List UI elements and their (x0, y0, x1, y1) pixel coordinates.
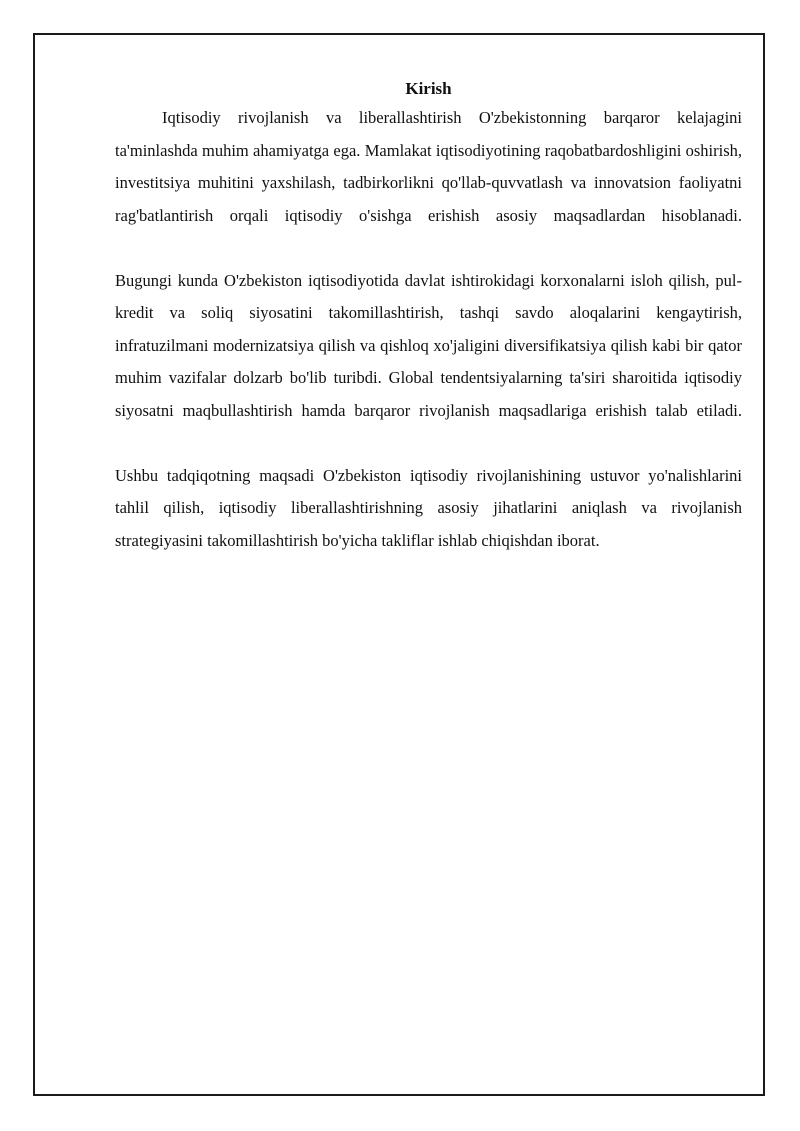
paragraph-3: Ushbu tadqiqotning maqsadi O'zbekiston iqtisodiy rivojlanishining ustuvor yo'nalishlarini tahlil qilish, iqtisodiy liberallashtirishning asosiy jihatlarini aniqlash va rivojlanish strategiyasini takomillashtirish bo'yicha takliflar ishlab chiqishdan iborat. (115, 465, 742, 550)
paragraph-2: Bugungi kunda O'zbekiston iqtisodiyotida davlat ishtirokidagi korxonalarni isloh qilish, pul-kredit va soliq siyosatini takomillashtirish, tashqi savdo aloqalarini kengaytirish, infratuzilmani modernizatsiya qilish va qishloq xo'jaligini diversifikatsiya qilish kabi bir qator muhim vazifalar dolzarb bo'lib turibdi. Global tendentsiyalarning ta'siri sharoitida iqtisodiy siyosatni maqbullashtirish hamda barqaror rivojlanish maqsadlariga erishish talab etiladi. (115, 270, 742, 420)
page-title: Kirish (405, 79, 452, 98)
paragraph-gap (115, 232, 742, 265)
paragraph-1: Iqtisodiy rivojlanish va liberallashtirish O'zbekistonning barqaror kelajagini ta'minlashda muhim ahamiyatga ega. Mamlakat iqtisodiyotining raqobatbardoshligini oshirish, investitsiya muhitini yaxshilash, tadbirkorlikni qo'llab-quvvatlash va innovatsion faoliyatni rag'batlantirish orqali iqtisodiy o'sishga erishish asosiy maqsadlardan hisoblanadi. (115, 108, 742, 225)
paragraph-gap (115, 427, 742, 460)
document-body (115, 76, 742, 557)
